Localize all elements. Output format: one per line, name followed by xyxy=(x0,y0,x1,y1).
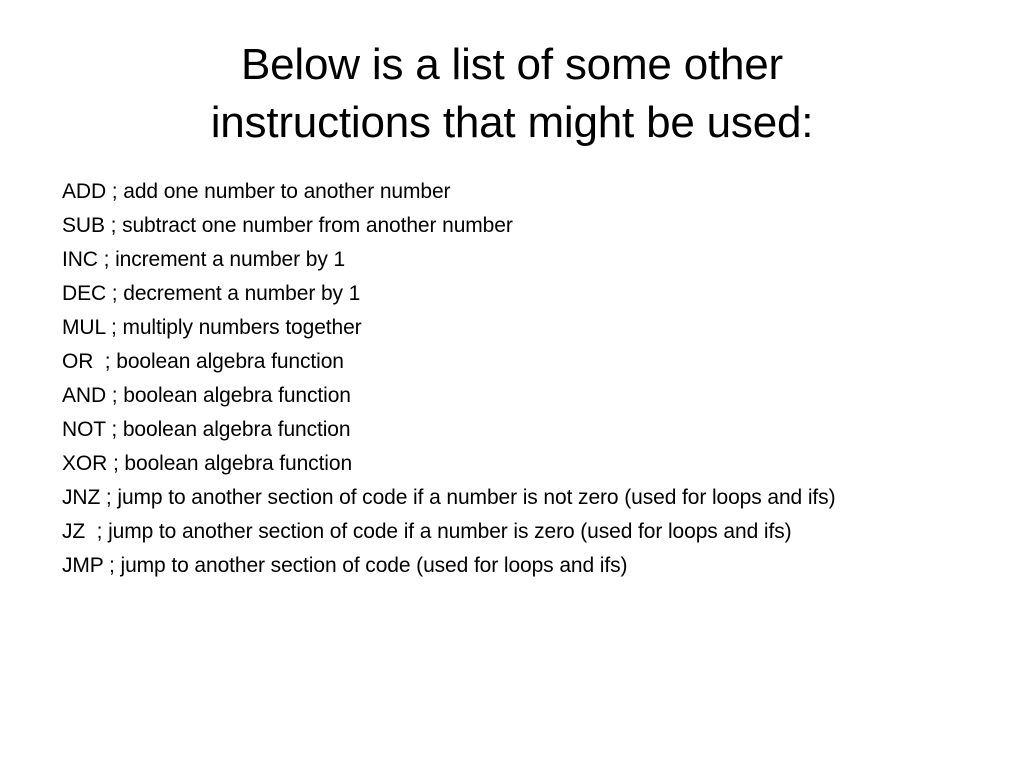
instruction-item-mul: MUL ; multiply numbers together xyxy=(62,316,362,339)
instruction-item-jz: JZ ; jump to another section of code if a number is zero (used for loops and ifs) xyxy=(62,520,792,543)
instruction-item-xor: XOR ; boolean algebra function xyxy=(62,452,353,475)
slide-title-line: Below is a list of some other xyxy=(241,40,783,89)
instruction-item-dec: DEC ; decrement a number by 1 xyxy=(62,282,361,305)
instruction-item-sub: SUB ; subtract one number from another number xyxy=(62,214,513,237)
instruction-item-add: ADD ; add one number to another number xyxy=(62,180,451,203)
instruction-item-and: AND ; boolean algebra function xyxy=(62,384,351,407)
instruction-item-not: NOT ; boolean algebra function xyxy=(62,418,351,441)
instruction-item-or: OR ; boolean algebra function xyxy=(62,350,344,373)
instruction-item-inc: INC ; increment a number by 1 xyxy=(62,248,346,271)
instruction-item-jmp: JMP ; jump to another section of code (used for loops and ifs) xyxy=(62,554,628,577)
instruction-list xyxy=(62,180,962,588)
slide-title xyxy=(60,36,964,152)
instruction-item-jnz: JNZ ; jump to another section of code if a number is not zero (used for loops and ifs) xyxy=(62,486,836,509)
slide-title-line: instructions that might be used: xyxy=(210,98,814,147)
